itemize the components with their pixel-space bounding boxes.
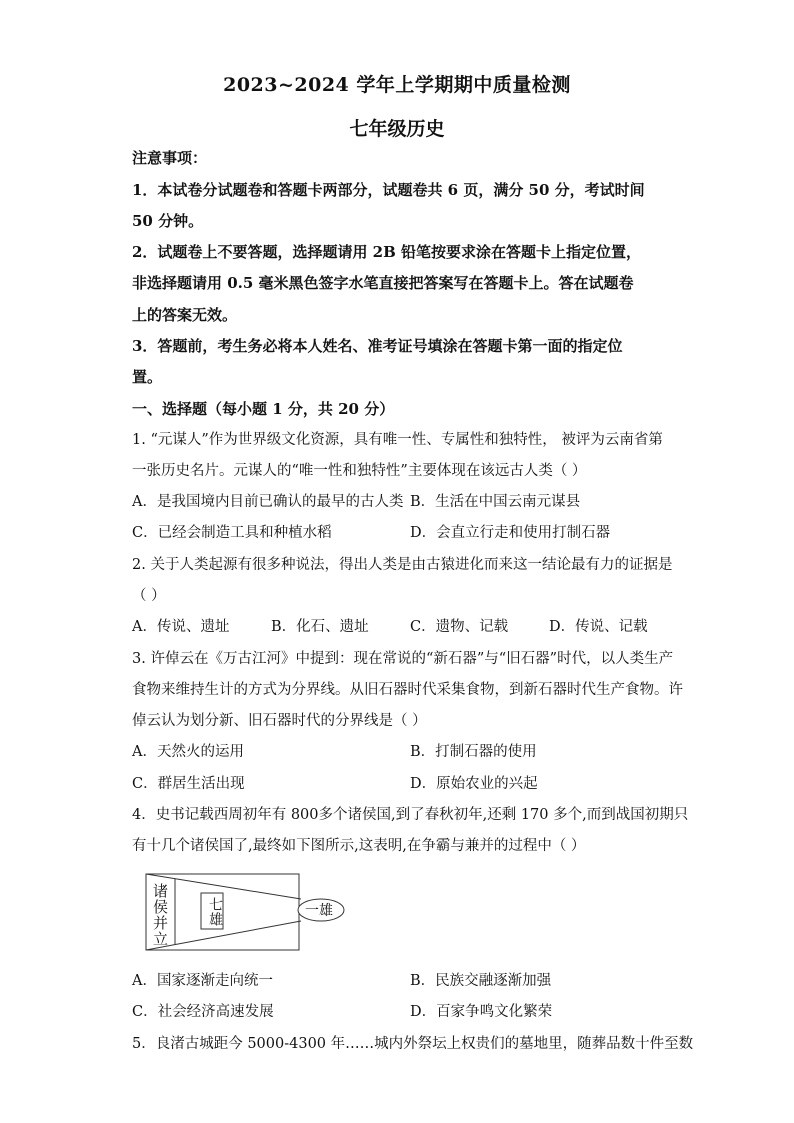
q4-option-a: A．国家逐渐走向统一: [132, 973, 273, 989]
question-3-text: 食物来维持生计的方式为分界线。从旧石器时代采集食物，到新石器时代生产食物。许: [132, 682, 683, 698]
q3-option-a: A．天然火的运用: [132, 744, 244, 760]
notice-line: 置。: [132, 368, 163, 386]
question-2-text: （ ）: [132, 588, 166, 604]
notice-heading: 注意事项：: [132, 149, 208, 167]
exam-subtitle: 七年级历史: [349, 118, 445, 140]
q2-option-a: A．传说、遗址: [132, 619, 230, 635]
notice-line: 50 分钟。: [132, 212, 204, 230]
q1-option-c: C．已经会制造工具和种植水稻: [132, 525, 332, 541]
q2-option-d: D．传说、记载: [549, 619, 648, 635]
q3-option-c: C．群居生活出现: [132, 776, 245, 792]
diagram-label-states: 诸侯并立: [151, 883, 169, 947]
question-3-text: 倬云认为划分新、旧石器时代的分界线是（ ）: [132, 713, 427, 729]
q3-option-b: B．打制石器的使用: [410, 744, 537, 760]
q1-option-b: B．生活在中国云南元谋县: [410, 494, 581, 510]
diagram-label-one: 一雄: [305, 903, 333, 919]
q2-option-b: B．化石、遗址: [271, 619, 369, 635]
q1-option-a: A．是我国境内目前已确认的最早的古人类: [132, 494, 404, 510]
question-3-text: 3. 许倬云在《万古江河》中提到：现在常说的“新石器”与“旧石器”时代，以人类生产: [132, 651, 674, 667]
question-1-text: 1. “元谋人”作为世界级文化资源，具有唯一性、专属性和独特性， 被评为云南省第: [132, 432, 663, 448]
notice-line: 1．本试卷分试题卷和答题卡两部分，试题卷共 6 页，满分 50 分，考试时间: [132, 181, 645, 199]
diagram-label-seven: 七雄: [207, 897, 223, 927]
question-1-text: 一张历史名片。元谋人的“唯一性和独特性”主要体现在该远古人类（ ）: [132, 463, 587, 479]
question-5-text: 5．良渚古城距今 5000-4300 年……城内外祭坛上权贵们的墓地里，随葬品数十件至数: [132, 1036, 694, 1052]
q4-option-b: B．民族交融逐渐加强: [410, 973, 552, 989]
question-4-text: 有十几个诸侯国了,最终如下图所示,这表明,在争霸与兼并的过程中（ ）: [132, 838, 586, 854]
notice-line: 非选择题请用 0.5 毫米黑色签字水笔直接把答案写在答题卡上。答在试题卷: [132, 274, 634, 292]
q4-option-d: D．百家争鸣文化繁荣: [410, 1004, 553, 1020]
q1-option-d: D．会直立行走和使用打制石器: [410, 525, 611, 541]
exam-title: 2023~2024 学年上学期期中质量检测: [223, 74, 571, 96]
q4-option-c: C．社会经济高速发展: [132, 1004, 274, 1020]
notice-line: 3．答题前，考生务必将本人姓名、准考证号填涂在答题卡第一面的指定位: [132, 337, 623, 355]
question-2-text: 2. 关于人类起源有很多种说法，得出人类是由古猿进化而来这一结论最有力的证据是: [132, 557, 673, 573]
section-heading: 一、选择题（每小题 1 分，共 20 分）: [132, 400, 395, 418]
notice-line: 上的答案无效。: [132, 306, 238, 324]
notice-line: 2．试题卷上不要答题，选择题请用 2B 铅笔按要求涂在答题卡上指定位置，: [132, 243, 641, 261]
q2-option-c: C．遗物、记载: [410, 619, 509, 635]
q3-option-d: D．原始农业的兴起: [410, 776, 538, 792]
question-4-text: 4．史书记载西周初年有 800多个诸侯国,到了春秋初年,还剩 170 多个,而到战国初期只: [132, 807, 689, 823]
